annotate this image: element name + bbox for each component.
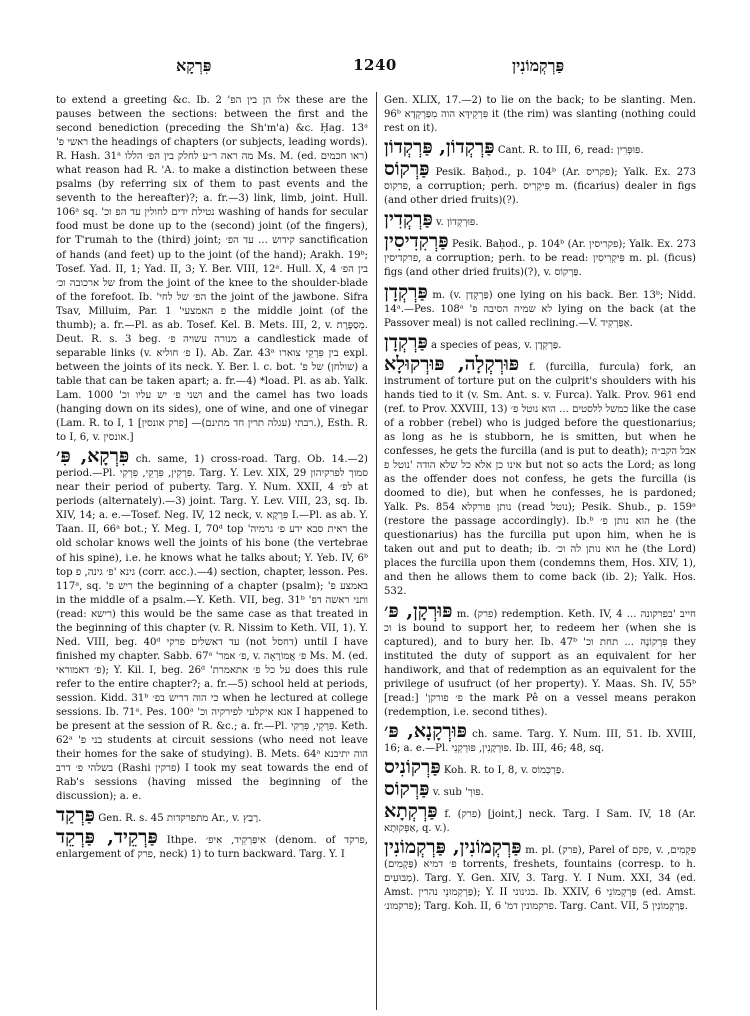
entry-headword: פּוּרְקָן, פּ׳ [384, 599, 453, 622]
entry-definition: f. (furcilla, furcula) fork, an instrument of torture put on the culprit's shoulders with his hands tied to it (v. Sm. Ant. s. v. Furca). Yalk. Prov. 961 end (ref. to Prov. XXVIII, 13) כמשל ללסטים ... הוא נוטל פ׳ like the case of a robber (rebel) who is judged before the questionarius; as long as he is stubborn, he is smitten, but when he confesses, he gets the furcilla (and is put to death); אבל הקב״ה אינו כן אלא כל שלא הודה 'נוטל פ but not so acts the Lord; as long as the offender does not confess, he gets the furcilla (is doomed to die), but when he confesses, he is pardoned; Yalk. Ps. 854 נותן פורקלא (read נוטל); Pesik. Shub., p. 159ᵃ (restore the passage accordingly). Ib.ᵇ הוא נותן פ׳ he (the questionarius) has the furcilla put upon him, when he is taken out and put to death; ib. הוא נותן לה וכ׳ he (the Lord) places the furcilla upon them (condemns them, Hos. XIV, 1), and then he allows them to come back (ib. 2); Yalk. Hos. 532. [384, 361, 696, 598]
entry-definition: ch. same. Targ. Y. Num. III, 51. Ib. XVIII, 16; a. e.—Pl. פּוּרְקָנִין, פּוּרְקְנֵי. Ib. III, 46; 48, sq. [384, 728, 696, 754]
dictionary-entry [56, 94, 368, 445]
entry-definition: Cant. R. to III, 6, read: פּוּפְּרִין. [497, 145, 644, 157]
entry-definition: a species of peas, v. פַּרְקְדָן. [431, 339, 562, 351]
entry-definition: Pesik. Baḥod., p. 104ᵇ (Ar. פקריס); Yalk. Ex. 273 פרקוס, a corruption; perh. פִּיקְרִיס m. (ficarius) dealer in figs (and other dried fruits)(?). [384, 167, 696, 207]
entry-headword: פִּרְקָא, פִּ׳ [56, 445, 130, 468]
entry-definition: Ithpe. אִיפַּרְקֵיד, אִיפ׳ (denom. of פרקד, enlargement of פרק, neck) 1) to turn backward. Targ. Y. I [56, 835, 368, 861]
dictionary-entry [56, 805, 368, 826]
entry-definition: Gen. XLIX, 17.—2) to lie on the back; to be slanting. Men. 96ᵇ פִּרְקֵידָּא הוה מִפַּרְקְדָא it (the rim) was slanting (nothing could rest on it). [384, 95, 696, 135]
dictionary-entry [56, 827, 368, 862]
entry-headword: פַּרְקֵיד, פַּרְקֵד [56, 826, 158, 849]
entry-headword: פַּרְקִדִיסִין [384, 230, 449, 253]
header-left-word: פִּרְקָא [176, 56, 212, 75]
dictionary-entry [384, 332, 696, 353]
dictionary-entry [384, 837, 696, 914]
entry-definition: m. (פרק) redemption. Keth. IV, 4 ... חייב 'בפרקונה וכ is bound to support her, to redeem her (when she is captured), and to bury her. Ib. 47ᵇ 'פִּרְקוֹנָהּ ... תחת וכ they instituted the duty of support as an equivalent for her handiwork, and that of redemption as an equivalent for the privilege of usufruct (of her property). Y. Maas. Sh. IV, 55ᵇ [read:] 'פ׳ פורקן the mark Pê on a vessel means perakon (redemption, i.e. second tithes). [384, 608, 696, 718]
entry-definition: m. (v. פַּרְקְדַן) one lying on his back. Ber. 13ᵇ; Nidd. 14ᵃ.—Pes. 108ᵃ 'לא שמיה הסיבה פ lying on the back (at the Passover meal) is not called reclining.—V. אַפַּרְקִיד. [384, 289, 696, 329]
entry-headword: פַּרְקוֹס [384, 158, 430, 181]
column-divider [376, 92, 377, 1010]
entry-headword: פַּרְקוֹנִיס [384, 755, 441, 778]
entry-definition: Koh. R. to I, 8, v. פַּרְכְּמוֹס. [443, 764, 565, 776]
entry-headword: פּוּרְקְלָה, פּוּרְקוּלָא [384, 352, 520, 375]
dictionary-entry [384, 601, 696, 720]
dictionary-entry [384, 159, 696, 208]
dictionary-entry [384, 137, 696, 158]
dictionary-entry [384, 209, 696, 230]
entry-headword: פַּרְקַד [56, 804, 95, 827]
dictionary-entry [384, 94, 696, 136]
page-number: 1240 [353, 56, 397, 74]
entry-headword: פַּרְקְתָא [384, 800, 438, 823]
entry-headword: פַּרְקְמוֹנִין, פַּרְקְמוֹנִין [384, 836, 522, 859]
entry-definition: v. פּוּרְקְדוֹן. [436, 217, 479, 229]
dictionary-entry [384, 282, 696, 331]
entry-definition: to extend a greeting &c. Ib. 2 'אלו הן בין הפ these are the pauses between the sections: between the first and the second benediction (preceding the Sh'm'a) &c. Ḥag. 13ᵃ 'ראשי פ the headings of chapters (or subjects, leading words). R. Hash. 31ᵃ מה ראה ר״ע לחלק בין הפ׳ הללו Ms. M. (ed. ראו חכמים) what reason had R. 'A. to make a distinction between these psalms (by referring six of them to past events and the seventh to the hereafter)?; a. fr.—3) link, limb, joint. Hull. 106ᵃ sq. 'נטילת ידים לחולין עד הפ וכ washing of hands for secular food must be done up to the (second) joint (of the fingers), for T'rumah to the (third) joint; קידוש ... עד הפ׳ sanctification of hands (and feet) up to the joint (of the hand); Arakh. 19ᵇ; Tosef. Yad. II, 1; Yad. II, 3; Y. Ber. VIII, 12ᵃ. Hull. X, 4 בין הפ׳ של ארכובה וכ׳ from the joint of the knee to the shoulder-blade of the forefoot. Ib. 'הפ׳ של לחי the joint of the jawbone. Sifra Tsav, Milluim, Par. 1 'פ האמצעי the middle joint (of the thumb); a. fr.—Pl. as ab. Tosef. Kel. B. Mets. III, 2, v. מְסַפֶּרֶת. Deut. R. s. 3 beg. מנורה עשויה פ׳ a candlestick made of separable links (v. פ׳ חוליא I). Ab. Zar. 43ᵃ בין פִּרְקֵי צוארו expl. between the joints of its neck. Y. Ber. l. c. bot. 'שולחן) של פ) a table that can be taken apart; a. fr.—4) *load. Pl. as ab. Yalk. Lam. 1000 'ושני פ׳ יש עליו וכ and the camel has two loads (hanging down on its sides), one of wine, and one of vinegar (Lam. R. to I, 1 [פרק אונסין] —(עגלה תרין חד מתינם) רבתי.), Esth. R. to I, 6, v. אונסין.] [56, 95, 368, 444]
entry-headword: פַּרְקוֹס [384, 778, 430, 801]
entry-definition: m. pl. (פרק), Parel of פקם, v. פִּקְמִים, פ׳ דמיא (פַּקְמִים) torrents, freshets, fountains (corresp. to h. מַבּוּעִים). Targ. Y. Gen. XIV, 3. Targ. Y. I Num. XXI, 34 (ed. Amst. פַּרְקְמוּנֵי נהרין); Y. II בגינוני. Ib. XXIV, 6 פַּרְקְמוֹנֵי (ed. Amst. פרקמונ׳); Targ. Koh. II, 6 'פרקמונין דמ. Targ. Cant. VII, 5 פַּרְקְמוֹנִין. [384, 845, 696, 913]
header-right-word: פַּרְקְמוֹנִין [512, 56, 565, 75]
dictionary-entry [384, 231, 696, 280]
dictionary-entry [384, 779, 696, 800]
entry-definition: Gen. R. s. 45 מתפרקדות Ar., v. רָבַץ. [98, 813, 262, 825]
dictionary-entry [384, 801, 696, 836]
left-column [56, 94, 368, 1009]
entry-definition: Pesik. Baḥod., p. 104ᵇ (Ar. פקריסין); Yalk. Ex. 273 פרקדיסין, a corruption; perh. to be read: פִּיקְרִיסִין m. pl. (ficus) figs (and other dried fruits)(?), v. פַּרְקוֹס. [384, 239, 696, 279]
entry-definition: ch. same, 1) cross-road. Targ. Ob. 14.—2) period.—Pl. פִּרְקִין, פִּרְקֵי, פִּרְקִי. Targ. Y. Lev. XIX, 29 סמוך לפרקיהון near their period of puberty. Targ. Y. Num. XXII, 4 לפ׳ at periods (alternately).—3) joint. Targ. Y. Lev. VIII, 23, sq. Ib. XIV, 14; a. e.—Tosef. Neg. IV, 12 neck, v. פִּרְקָא I.—Pl. as ab. Y. Taan. II, 66ᵃ bot.; Y. Meg. I, 70ᵈ top 'ראית סבא ידע פ׳ גרמיה the old scholar knows well the joints of his bone (the vertebrae of his spine), i.e. he knows what he talks about; Y. Yeb. IV, 6ᵇ top גינא 'פ׳ גינה, פ (corr. acc.).—4) section, chapter, lesson. Pes. 117ᵃ, sq. 'ריש פ the beginning of a chapter (psalm); 'באמצע פ in the middle of a psalm.—Y. Keth. VII, beg. 31ᵇ 'ותני ראשה דפ (read: רישא) this would be the same case as that treated in the beginning of this chapter (v. R. Nissim to Keth. VII, 1). Y. Ned. VIII, beg. 40ᵈ עד דאשלים פרקי (not דחסל) until I have finished my chapter. Sabb. 67ᵃ 'פ׳ אמר, v. פ׳ אֱמוֹרָאָה Ms. M. (ed. פ׳ דאמוראי); Y. Kil. I, beg. 26ᵈ 'על כל פ׳ אתאמרת does this rule refer to the entire chapter?; a. fr.—5) school held at periods, session. Kidd. 31ᵇ כי הוה דריש בפ׳ when he lectured at college sessions. Ib. 71ᵃ. Pes. 100ᵃ 'אנא איקלעי לפירקיה וכ I happened to be present at the session of R. &c.; a. fr.—Pl. פִּרְקֵי, פִּרְקִי. Keth. 62ᵃ 'בני פ students at circuit sessions (who need not leave their homes for the sake of studying). B. Mets. 64ᵃ הוה יתיבנא בשלהי פ׳ דרב (Rashi פרקין) I took my seat towards the end of Rab's sessions (having missed the beginning of the discussion); a. e. [56, 454, 368, 803]
right-column [384, 94, 696, 1009]
page-header [0, 52, 750, 82]
entry-definition: f. (פרק) [joint,] neck. Targ. I Sam. IV, 18 (Ar. אַפְּקוּתָא, q. v.). [384, 809, 696, 835]
dictionary-entry [56, 446, 368, 804]
entry-headword: פַּרְקְדָן [384, 330, 428, 353]
entry-headword: פַּרְקְדוֹן, פַּרְקְדוֹן [384, 136, 495, 159]
entry-headword: פַּרְקְדָן [384, 280, 428, 303]
entry-definition: v. sub 'פּוּרְ. [432, 787, 484, 799]
dictionary-entry [384, 354, 696, 600]
dictionary-entry [384, 721, 696, 756]
entry-headword: פּוּרְקָנָא, פּ׳ [384, 719, 467, 742]
entry-headword: פַּרְקְדִין [384, 208, 433, 231]
dictionary-entry [384, 757, 696, 778]
